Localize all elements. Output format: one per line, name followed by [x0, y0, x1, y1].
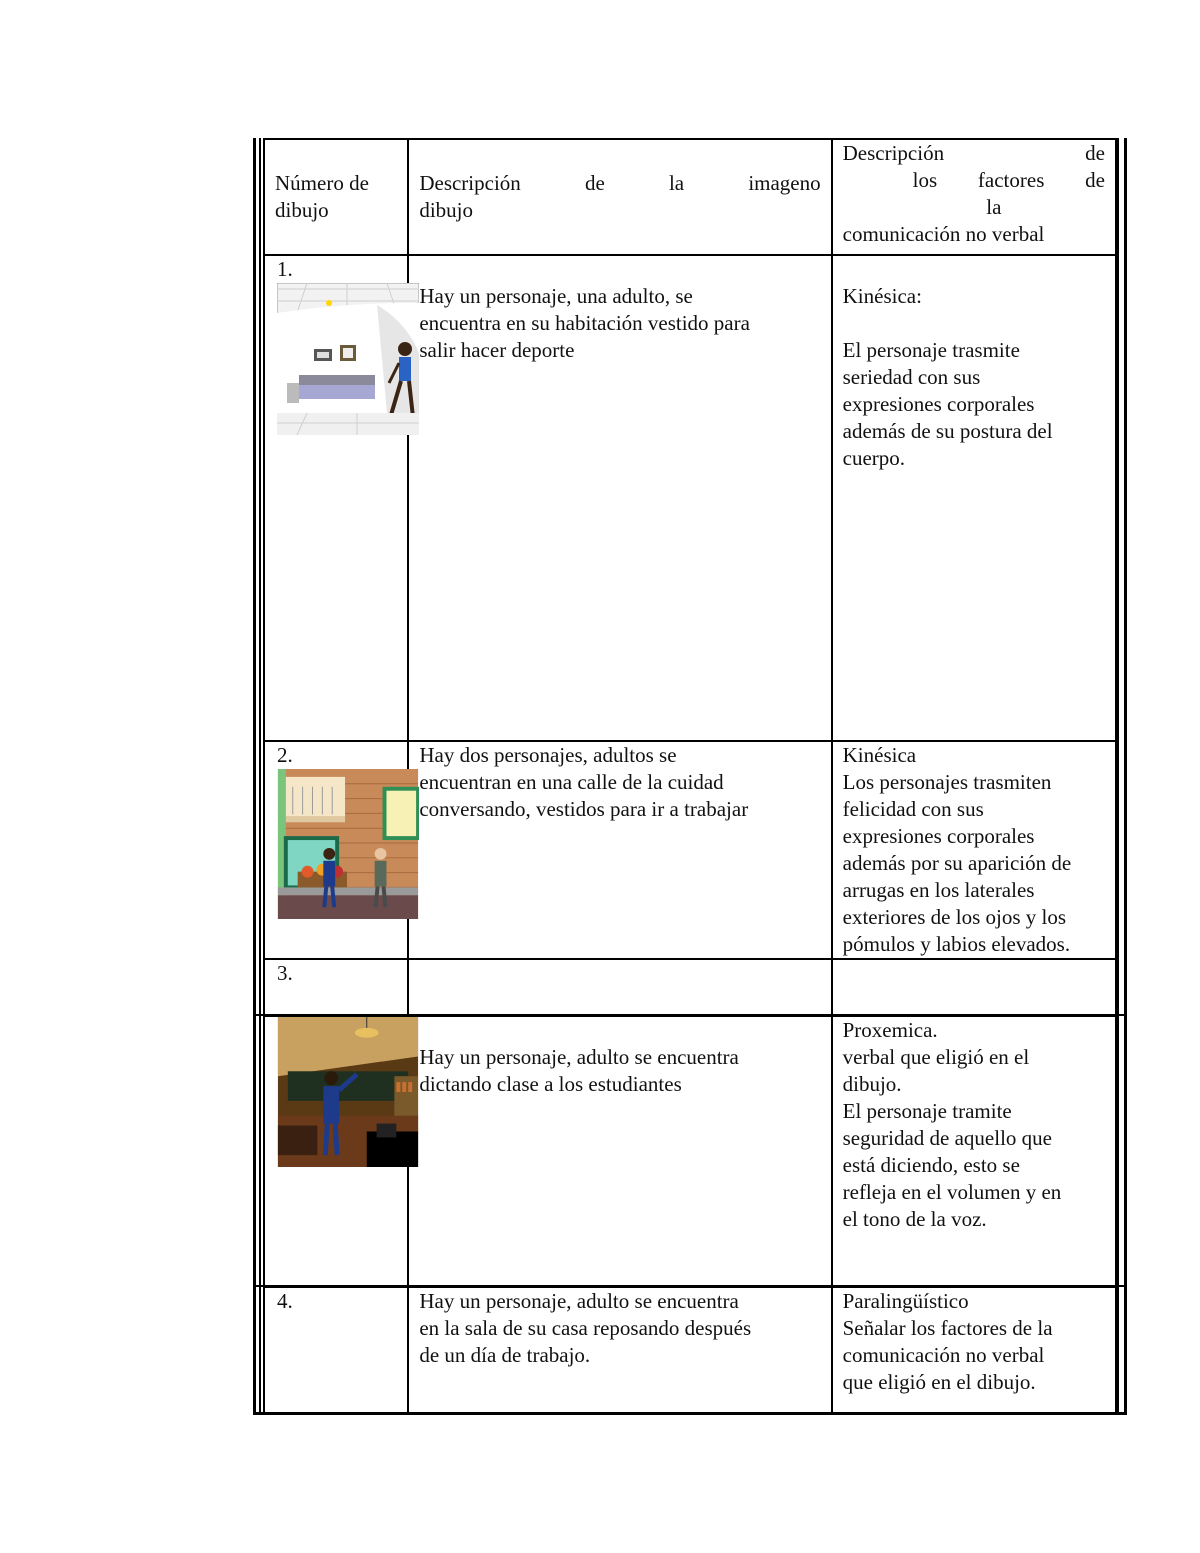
table-header-row	[264, 139, 1116, 255]
row1-description-cell	[408, 255, 831, 741]
header-cell-factors	[832, 139, 1116, 255]
header-description-line-2: dibujo	[419, 198, 473, 222]
frame-left-outer	[253, 138, 256, 1415]
frame-right-inner	[1117, 138, 1119, 1415]
row4-description: Hay un personaje, adulto se encuentra en la sala de su casa reposando después de un día de trabajo.	[419, 1289, 752, 1367]
header-description-line-1: Descripción de la imageno	[419, 171, 821, 195]
bedroom-scene-icon	[277, 283, 419, 435]
row4-factors-cell	[832, 1287, 1116, 1414]
row2-description-cell	[408, 741, 831, 959]
row3b-number-cell	[264, 1016, 408, 1287]
row1-factors: Kinésica: El personaje trasmite seriedad con sus expresiones corporales además de su postura del cuerpo.	[842, 284, 1053, 470]
row2-factors: Kinésica Los personajes trasmiten felicidad con sus expresiones corporales además por su aparición de arrugas en los laterales exteriores de los ojos y los pómulos y labios elevados.	[842, 743, 1072, 956]
row1-number-cell	[264, 255, 408, 741]
table-row	[264, 959, 1116, 1016]
row3b-description-cell	[408, 1016, 831, 1287]
row4-number: 4.	[277, 1289, 293, 1313]
header-factors-line-3: la	[986, 195, 1002, 219]
classroom-scene-icon	[277, 1017, 419, 1167]
row2-factors-cell	[832, 741, 1116, 959]
row1-factors-cell	[832, 255, 1116, 741]
table-row	[264, 1287, 1116, 1414]
row4-description-cell	[408, 1287, 831, 1414]
header-cell-number	[264, 139, 408, 255]
row1-number: 1.	[277, 257, 293, 281]
table-row	[264, 1016, 1116, 1287]
table-row	[264, 741, 1116, 959]
header-cell-description	[408, 139, 831, 255]
row2-number-cell	[264, 741, 408, 959]
header-factors-line-4: comunicación no verbal	[842, 222, 1045, 246]
row3-number-cell	[264, 959, 408, 1016]
table-row	[264, 255, 1116, 741]
row3b-factors: Proxemica. verbal que eligió en el dibujo. El personaje tramite seguridad de aquello que está diciendo, esto se refleja en el volumen y en el tono de la voz.	[842, 1018, 1062, 1231]
nonverbal-communication-table	[263, 138, 1117, 1415]
frame-right-outer	[1124, 138, 1127, 1415]
row3b-description: Hay un personaje, adulto se encuentra dictando clase a los estudiantes	[419, 1045, 739, 1096]
row3b-factors-cell	[832, 1016, 1116, 1287]
row2-number: 2.	[277, 743, 293, 767]
row3-number: 3.	[277, 961, 293, 985]
row3-description-cell	[408, 959, 831, 1016]
row4-factors: Paralingüístico Señalar los factores de la comunicación no verbal que eligió en el dibujo.	[842, 1289, 1053, 1394]
row4-number-cell	[264, 1287, 408, 1414]
header-factors-line-2: los factores de	[912, 168, 1105, 192]
header-factors-line-1: Descripción de	[842, 141, 1105, 165]
row2-description: Hay dos personajes, adultos se encuentran en una calle de la cuidad conversando, vestidos para ir a trabajar	[419, 743, 749, 821]
header-number-label: Número de dibujo	[275, 171, 369, 222]
frame-left-inner	[259, 138, 261, 1415]
row3-factors-cell	[832, 959, 1116, 1016]
street-scene-icon	[277, 769, 419, 919]
row1-description: Hay un personaje, una adulto, se encuentra en su habitación vestido para salir hacer deporte	[419, 284, 750, 362]
